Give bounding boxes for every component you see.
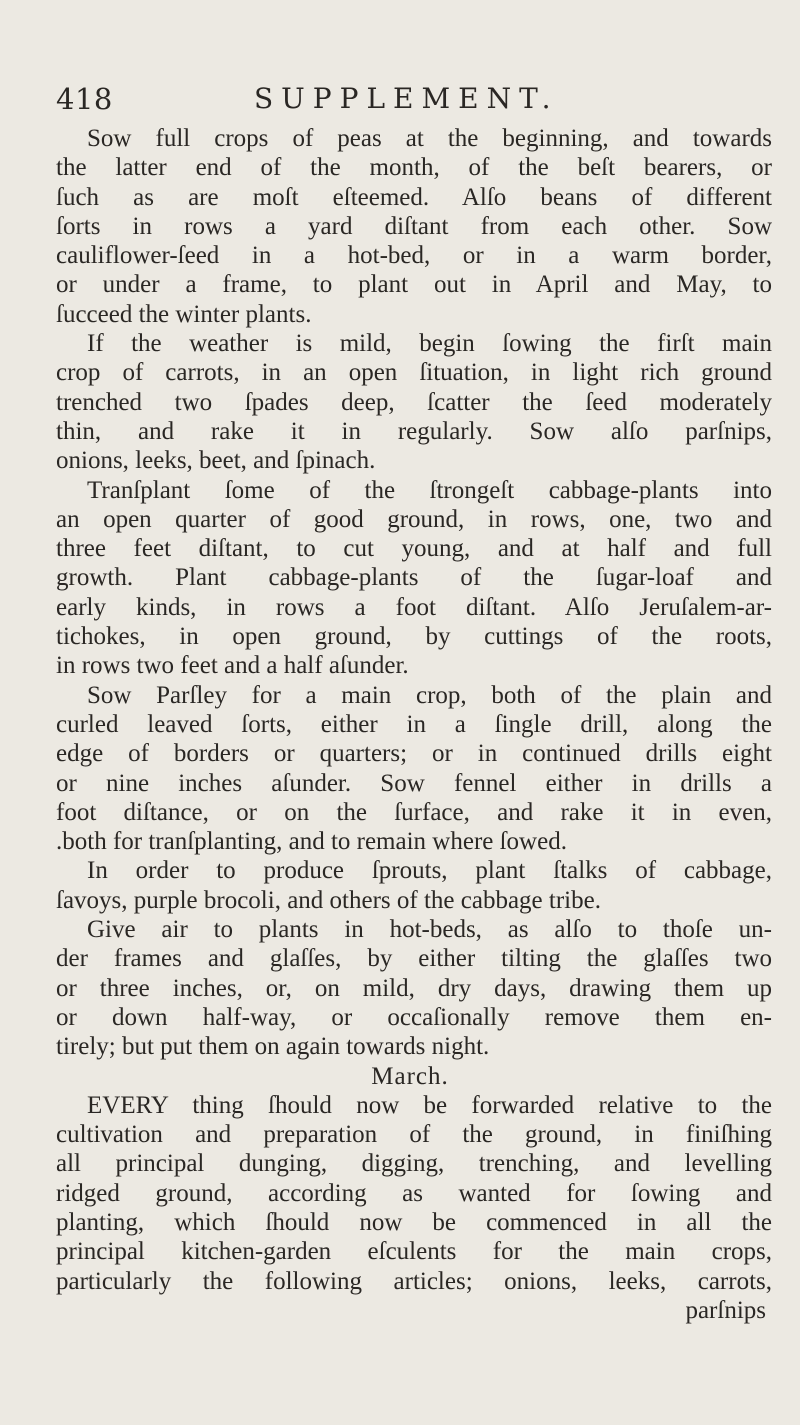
text-line: trenched two ſpades deep, ſcatter the ſeed moderately (56, 388, 772, 416)
text-line: the latter end of the month, of the beſt bearers, or (56, 154, 772, 182)
running-head: SUPPLEMENT. (254, 82, 559, 115)
text-line: planting, which ſhould now be commenced in all the (56, 1208, 772, 1236)
paragraph-carrots (56, 329, 772, 475)
text-line: or three inches, or, on mild, dry days, drawing them up (56, 974, 772, 1002)
paragraph-parsley (56, 681, 772, 857)
text-line: or under a frame, to plant out in April and May, to (56, 271, 772, 299)
text-line: cultivation and preparation of the ground, in finiſhing (56, 1121, 772, 1149)
text-line: ridged ground, according as wanted for ſowing and (56, 1179, 772, 1207)
paragraph-march (56, 1091, 772, 1296)
text-line: growth. Plant cabbage-plants of the ſugar-loaf and (56, 564, 772, 592)
text-line: particularly the following articles; onions, leeks, carrots, (56, 1267, 772, 1295)
paragraph-sprouts (56, 856, 772, 915)
page-header (56, 60, 776, 120)
text-line: foot diſtance, or on the ſurface, and rake it in even, (56, 798, 772, 826)
text-line: an open quarter of good ground, in rows, one, two and (56, 505, 772, 533)
text-line: or nine inches aſunder. Sow fennel either in drills a (56, 769, 772, 797)
section-heading-march: March. (371, 1062, 449, 1090)
text-line: ſorts in rows a yard diſtant from each other. Sow (56, 212, 772, 240)
paragraph-peas (56, 124, 772, 329)
text-line: ſavoys, purple brocoli, and others of the cabbage tribe. (56, 886, 601, 914)
text-line: in rows two feet and a half aſunder. (56, 652, 409, 680)
text-line: Tranſplant ſome of the ſtrongeſt cabbage-plants into (87, 476, 772, 504)
text-line: curled leaved ſorts, either in a ſingle drill, along the (56, 710, 772, 738)
text-line: der frames and glaſſes, by either tilting the glaſſes two (56, 945, 772, 973)
text-line: Sow full crops of peas at the beginning, and towards (87, 125, 772, 152)
text-line: ſuch as are moſt eſteemed. Alſo beans of different (56, 183, 772, 211)
text-line: onions, leeks, beet, and ſpinach. (56, 447, 376, 475)
paragraph-hot-beds (56, 915, 772, 1061)
text-line: principal kitchen-garden eſculents for the main crops, (56, 1238, 772, 1266)
text-line: Sow Parſley for a main crop, both of the plain and (87, 681, 772, 709)
text-line: tichokes, in open ground, by cuttings of the roots, (56, 623, 772, 651)
text-line: cauliflower-ſeed in a hot-bed, or in a warm border, (56, 242, 772, 270)
text-line: or down half-way, or occaſionally remove them en- (56, 1003, 772, 1031)
text-line: thin, and rake it in regularly. Sow alſo parſnips, (56, 417, 772, 445)
text-line: edge of borders or quarters; or in continued drills eight (56, 740, 772, 768)
text-line: tirely; but put them on again towards night. (56, 1033, 490, 1061)
catchword: parſnips (685, 1296, 766, 1324)
text-line: EVERY thing ſhould now be forwarded relative to the (87, 1091, 772, 1119)
text-line: Give air to plants in hot-beds, as alſo to thoſe un- (87, 916, 772, 944)
body-text (56, 124, 772, 1325)
text-line: If the weather is mild, begin ſowing the firſt main (87, 330, 772, 358)
text-line: In order to produce ſprouts, plant ſtalks of cabbage, (87, 857, 772, 885)
page-number: 418 (56, 82, 113, 116)
text-line: ſucceed the winter plants. (56, 300, 312, 328)
text-line: all principal dunging, digging, trenching, and levelling (56, 1150, 772, 1178)
text-line: three feet diſtant, to cut young, and at half and full (56, 535, 772, 563)
text-line: .both for tranſplanting, and to remain where ſowed. (56, 828, 567, 856)
text-line: crop of carrots, in an open ſituation, in light rich ground (56, 359, 772, 387)
paragraph-cabbage (56, 476, 772, 681)
text-line: early kinds, in rows a foot diſtant. Alſo Jeruſalem-ar- (56, 593, 772, 621)
